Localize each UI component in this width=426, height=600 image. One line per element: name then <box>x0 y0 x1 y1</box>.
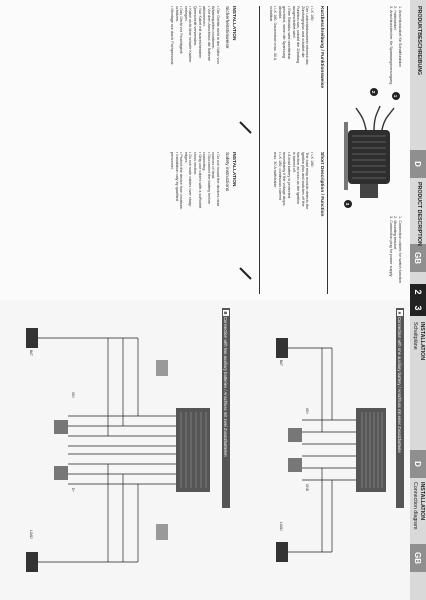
gb-install-sub: Safety instructions <box>224 152 229 192</box>
screwdriver-icon <box>238 120 254 136</box>
de-func-text: • LK 180: Der Lastrelaisbaustein erkennt das Zündungsplus und schaltet die Funktion aus, sobald die Zündung ausgeschaltet wird. • Eine Bleiakku wird unmittelbar geschützt, wenn die Spannung absinkt. • LK 180: Dauerstrom max. 30 A schaltbar <box>268 6 314 65</box>
tab-d: D <box>410 450 426 478</box>
gb-parts-list: 1. Connection cables for switch function 2. Mounting bracket 3. Connection plug for power supply <box>388 216 402 283</box>
page-number: 2 <box>410 284 426 300</box>
label-bat: BAT <box>279 360 283 366</box>
label-d-plus: D+ <box>71 488 75 493</box>
gb-subheading: Connection diagram <box>412 482 418 530</box>
product-image <box>334 100 404 210</box>
gb-func-text: • LK 180: The load relay module detects the ignition plus and switches off the function as soon as the ignition is turned off. • A lead battery is protected immediately if the voltage drops. • LK 180: continuous current max. 30 A switchable <box>273 152 314 210</box>
gb-install-heading: INSTALLATION <box>231 152 236 187</box>
label-bat: BAT <box>29 350 33 356</box>
de-install-heading: INSTALLATION <box>231 6 236 41</box>
label-gnd: GND <box>305 484 309 492</box>
gb-heading: PRODUCT DESCRIPTION <box>416 182 422 246</box>
section-a-letter: A <box>397 311 403 315</box>
label-load: LOAD <box>29 530 33 539</box>
section-b-letter: B <box>223 311 229 315</box>
gb-func-heading: Short Description / Function <box>319 152 324 217</box>
label-load: LOAD <box>279 522 283 531</box>
callout-2: 2 <box>370 88 378 96</box>
de-subheading: Schaltpläne <box>412 322 418 350</box>
diagram-a <box>272 308 392 592</box>
label-ign: IGN <box>305 408 309 414</box>
section-b-bar <box>222 308 230 508</box>
de-install-text: • Die Geräte nicht in der Nähe von Wärmequellen montieren. • Vor dem Anschluss die Batterie abklemmen. • Nur Kabel mit ausreichendem Querschnitt verwenden. • Kabel nicht über scharfe Kanten verlegen. • Das Gerät vor Feuchtigkeit schützen. • Montage nur durch Fachpersonal. <box>170 6 220 66</box>
section-b-title: Connection with two auxiliary batteries / Anschluss mit zwei Zusatzbatterien <box>223 317 229 457</box>
section-a-bar <box>396 308 404 508</box>
diagram-b <box>18 308 218 592</box>
divider <box>259 6 260 294</box>
de-func-heading: Kurzbeschreibung / Funktionsweise <box>319 6 324 89</box>
gb-install-text: • Do not mount the devices near sources of heat. • Disconnect the battery before connecting. • Only use cables with a sufficient cross section. • Do not route cables over sharp edges. • Protect the device from moisture. • Installation only by qualified personnel. <box>170 152 220 211</box>
de-heading: PRODUKTBESCHREIBUNG <box>416 6 422 76</box>
tab-d: D <box>410 150 426 178</box>
divider <box>327 6 328 294</box>
de-heading: INSTALLATION <box>419 322 425 361</box>
gb-heading: INSTALLATION <box>419 482 425 521</box>
de-install-sub: Sicherheitshinweise <box>224 6 229 49</box>
page-number: 3 <box>410 300 426 316</box>
callout-1: 1 <box>392 92 400 100</box>
page-3 <box>0 300 426 600</box>
tab-gb: GB <box>410 544 426 572</box>
de-parts-list: 1. Anschlusskabel für Schaltfunktion 2. Haltewinkel 3. Anschlussstecker für Spannungsversorgung <box>388 6 402 85</box>
callout-3: 3 <box>344 200 352 208</box>
tab-gb: GB <box>410 244 426 272</box>
label-ign: IGN <box>71 392 75 398</box>
section-a-title: Connection with one auxiliary battery / Anschluss mit einer Zusatzbatterie <box>397 317 403 453</box>
screwdriver-icon <box>238 266 254 282</box>
